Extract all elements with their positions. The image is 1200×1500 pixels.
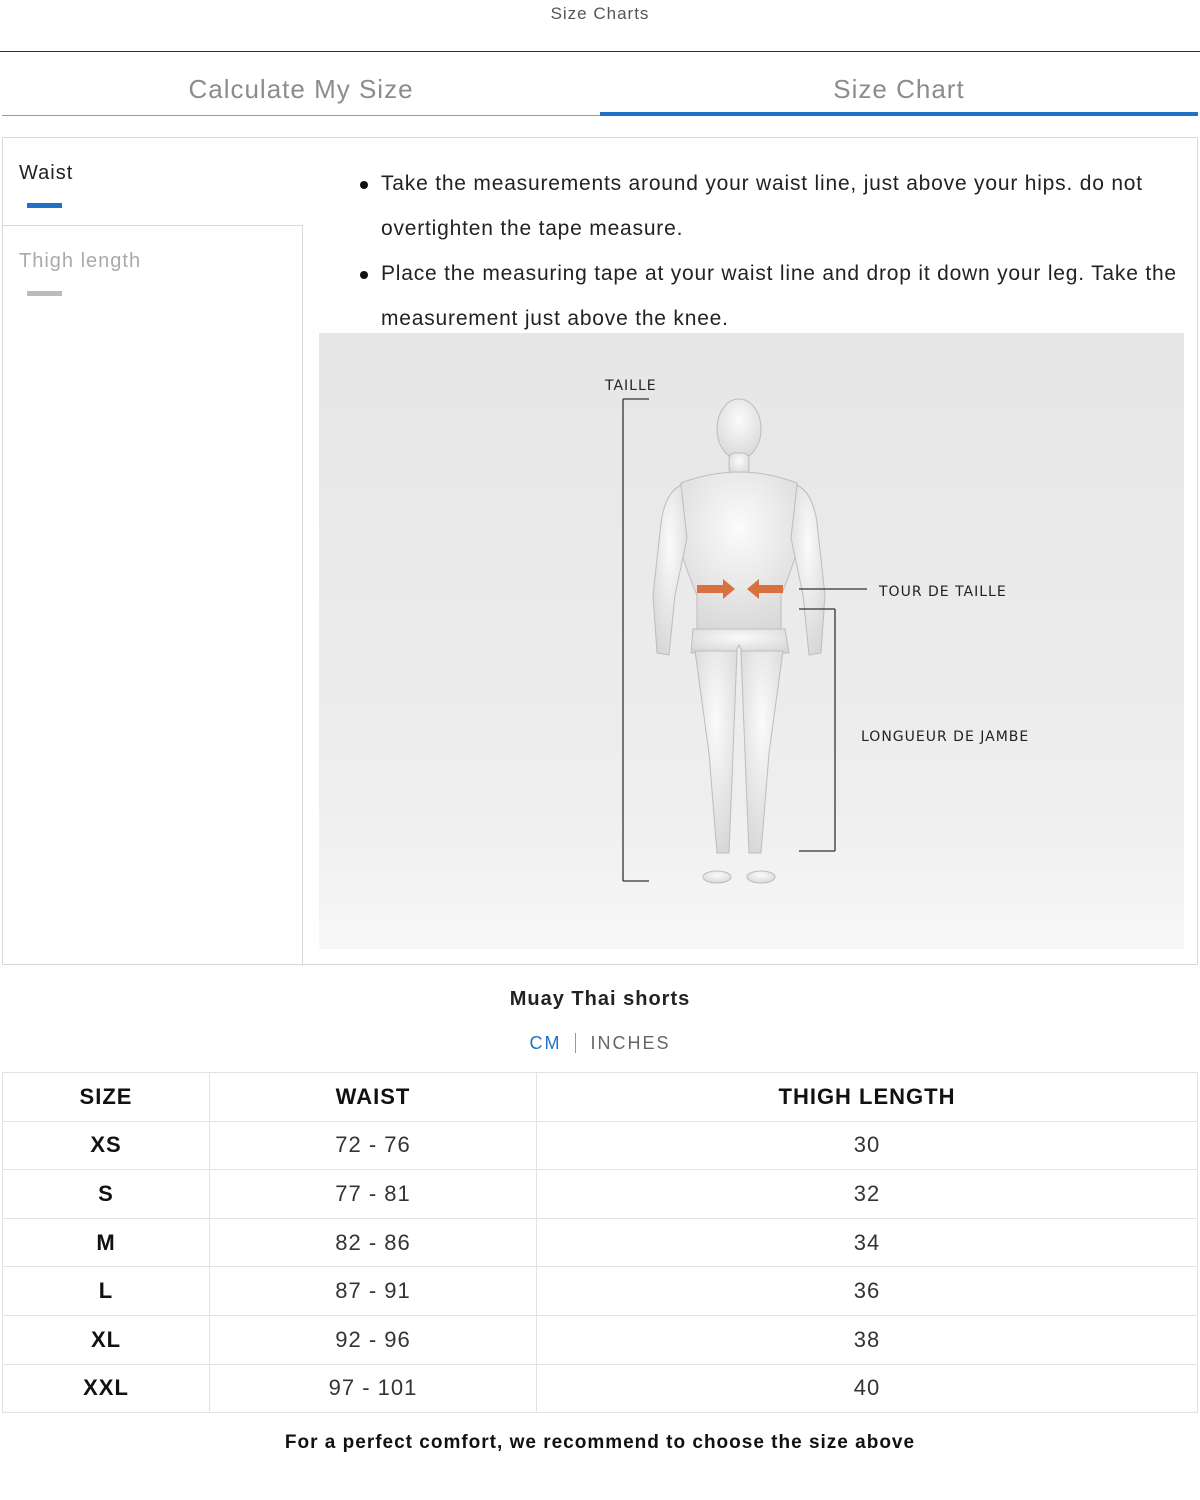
waist-cell: 82 - 86 <box>210 1218 537 1267</box>
waist-cell: 77 - 81 <box>210 1170 537 1219</box>
label-longueur-de-jambe: LONGUEUR DE JAMBE <box>861 729 1030 745</box>
unit-inches-button[interactable]: INCHES <box>590 1033 671 1053</box>
waist-cell: 97 - 101 <box>210 1364 537 1413</box>
size-cell: S <box>3 1170 210 1219</box>
thigh-cell: 32 <box>537 1170 1198 1219</box>
modal-header <box>0 0 1200 52</box>
measure-tab-thigh-length[interactable] <box>3 226 303 314</box>
size-cell: L <box>3 1267 210 1316</box>
main-tabs <box>2 52 1198 116</box>
active-indicator <box>27 203 62 208</box>
nav-divider <box>302 225 303 966</box>
measure-tab-label: Waist <box>19 162 74 184</box>
waist-cell: 72 - 76 <box>210 1121 537 1170</box>
table-row <box>3 1315 1198 1364</box>
thigh-cell: 36 <box>537 1267 1198 1316</box>
measure-tab-waist[interactable] <box>3 138 303 226</box>
thigh-cell: 30 <box>537 1121 1198 1170</box>
header-thigh-length: THIGH LENGTH <box>537 1073 1198 1122</box>
size-cell: XXL <box>3 1364 210 1413</box>
inactive-indicator <box>27 291 62 296</box>
instruction-item: Take the measurements around your waist line, just above your hips. do not overtighten the tape measure. <box>381 161 1191 251</box>
label-tour-de-taille: TOUR DE TAILLE <box>879 584 1007 600</box>
table-row <box>3 1121 1198 1170</box>
waist-cell: 92 - 96 <box>210 1315 537 1364</box>
measure-tab-label: Thigh length <box>19 250 142 272</box>
unit-cm-button[interactable]: CM <box>529 1033 562 1053</box>
table-row <box>3 1364 1198 1413</box>
size-cell: XL <box>3 1315 210 1364</box>
body-measurement-illustration <box>319 333 1184 949</box>
header-size: SIZE <box>3 1073 210 1122</box>
unit-separator <box>575 1033 576 1053</box>
header-waist: WAIST <box>210 1073 537 1122</box>
measurement-guide <box>2 137 1198 965</box>
thigh-cell: 40 <box>537 1364 1198 1413</box>
size-recommendation-note: For a perfect comfort, we recommend to choose the size above <box>284 1432 916 1453</box>
tab-size-chart[interactable]: Size Chart <box>600 52 1198 116</box>
size-cell: XS <box>3 1121 210 1170</box>
table-row <box>3 1218 1198 1267</box>
table-header-row <box>3 1073 1198 1122</box>
size-cell: M <box>3 1218 210 1267</box>
measurement-nav <box>3 138 303 966</box>
tab-calculate-my-size[interactable]: Calculate My Size <box>2 52 600 116</box>
label-taille: TAILLE <box>605 378 657 394</box>
thigh-cell: 34 <box>537 1218 1198 1267</box>
size-chart-title: Muay Thai shorts <box>509 988 691 1010</box>
table-row <box>3 1267 1198 1316</box>
table-row <box>3 1170 1198 1219</box>
measurement-instructions <box>381 161 1191 341</box>
thigh-cell: 38 <box>537 1315 1198 1364</box>
unit-toggle <box>0 1033 1200 1054</box>
waist-cell: 87 - 91 <box>210 1267 537 1316</box>
page-title: Size Charts <box>550 4 650 23</box>
instruction-item: Place the measuring tape at your waist line and drop it down your leg. Take the measurement just above the knee. <box>381 251 1191 341</box>
size-table <box>2 1072 1198 1413</box>
